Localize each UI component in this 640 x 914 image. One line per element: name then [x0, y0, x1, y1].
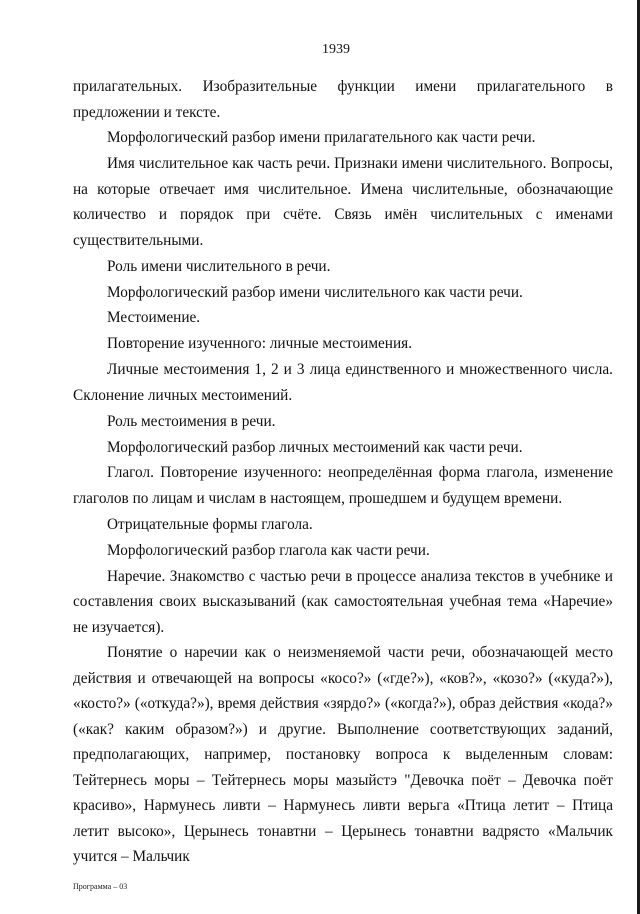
paragraph: Повторение изученного: личные местоимения.: [107, 335, 413, 353]
paragraph: Личные местоимения 1, 2 и 3 лица единственного и множественного числа. Склонение личных местоимений.: [73, 361, 613, 404]
paragraph: Роль местоимения в речи.: [107, 412, 276, 430]
footer-label: Программа – 03: [73, 882, 128, 891]
body-text: [73, 74, 613, 870]
paragraph: Отрицательные формы глагола.: [107, 515, 313, 533]
paragraph: Глагол. Повторение изученного: неопределённая форма глагола, изменение глаголов по лицам и числам в настоящем, прошедшем и будущем времени.: [73, 464, 613, 507]
paragraph: прилагательных. Изобразительные функции имени прилагательного в предложении и тексте.: [73, 78, 613, 121]
paragraph: Морфологический разбор имени числительного как части речи.: [107, 283, 523, 301]
paragraph: Морфологический разбор личных местоимений как части речи.: [107, 438, 523, 456]
paragraph: Морфологический разбор глагола как части речи.: [107, 541, 430, 559]
page-number: 1939: [322, 42, 350, 57]
paragraph: Наречие. Знакомство с частью речи в процессе анализа текстов в учебнике и составления своих высказываний (как самостоятельная учебная тема «Наречие» не изучается).: [73, 567, 613, 636]
paragraph: Имя числительное как часть речи. Признаки имени числительного. Вопросы, на которые отвечает имя числительное. Имена числительные, обозначающие количество и порядок при счёте. Связь имён числительных с именами существительными.: [73, 155, 613, 249]
paragraph: Понятие о наречии как о неизменяемой части речи, обозначающей место действия и отвечающей на вопросы «косо?» («где?»), «ков?», «козо?» («куда?»), «косто?» («откуда?»), время действия «зярдо?» («когда?»), образ действия «кода?» («как? каким образом?») и другие. Выполнение соответствующих заданий, предполагающих, например, постановку вопроса к выделенным словам: Тейтернесь моры – Тейтернесь моры мазыйстэ "Девочка поёт – Девочка поёт красиво», Нармунесь ливти – Нармунесь ливти верьга «Птица летит – Птица летит высоко», Церынесь тонавтни – Церынесь тонавтни вадрясто «Мальчик учится – Мальчик: [73, 644, 613, 866]
paragraph: Местоимение.: [107, 309, 201, 327]
paragraph: Морфологический разбор имени прилагательного как части речи.: [107, 129, 536, 147]
paragraph: Роль имени числительного в речи.: [107, 257, 331, 275]
